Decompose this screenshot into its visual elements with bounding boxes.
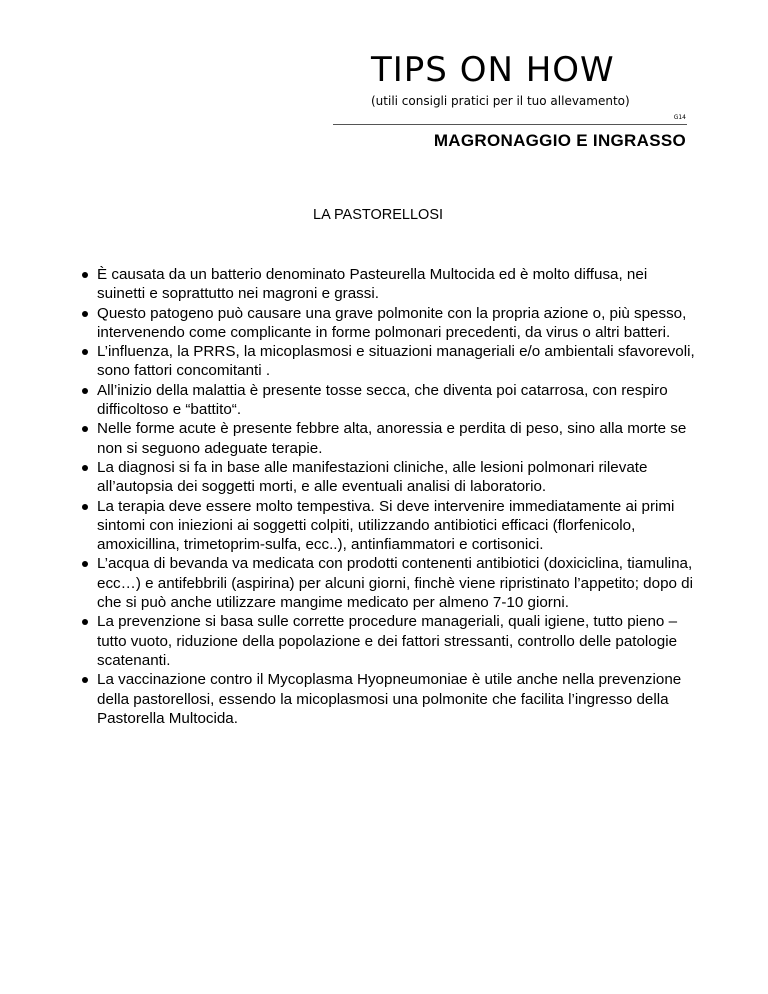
document-heading: LA PASTORELLOSI <box>313 207 444 223</box>
header-divider <box>333 124 687 125</box>
bullet-list <box>97 265 697 728</box>
bullet-item: L’influenza, la PRRS, la micoplasmosi e situazioni manageriali e/o ambientali sfavorevoli, sono fattori concomitanti . <box>97 342 697 381</box>
bullet-item: La vaccinazione contro il Mycoplasma Hyopneumoniae è utile anche nella prevenzione della pastorellosi, essendo la micoplasmosi una polmonite che facilita l’ingresso della Pastorella Multocida. <box>97 670 697 728</box>
bullet-item: Questo patogeno può causare una grave polmonite con la propria azione o, più spesso, intervenendo come complicante in forme polmonari precedenti, da virus o altri batteri. <box>97 304 697 343</box>
bullet-item: Nelle forme acute è presente febbre alta, anoressia e perdita di peso, sino alla morte se non si seguono adeguate terapie. <box>97 419 697 458</box>
document-code: G14 <box>673 114 686 121</box>
section-title: MAGRONAGGIO E INGRASSO <box>433 131 686 150</box>
bullet-item: È causata da un batterio denominato Pasteurella Multocida ed è molto diffusa, nei suinetti e soprattutto nei magroni e grassi. <box>97 265 697 304</box>
bullet-item: La terapia deve essere molto tempestiva. Si deve intervenire immediatamente ai primi sintomi con iniezioni ai soggetti colpiti, utilizzando antibiotici efficaci (florfenicolo, amoxicillina, trimetoprim-sulfa, ecc..), antinfiammatori e cortisonici. <box>97 497 697 555</box>
bullet-item: La prevenzione si basa sulle corrette procedure manageriali, quali igiene, tutto pieno – tutto vuoto, riduzione della popolazione e dei fattori stressanti, controllo delle patologie scatenanti. <box>97 612 697 670</box>
header-title: TIPS ON HOW <box>371 50 615 90</box>
header-subtitle: (utili consigli pratici per il tuo allevamento) <box>371 94 630 108</box>
bullet-item: All’inizio della malattia è presente tosse secca, che diventa poi catarrosa, con respiro difficoltoso e “battito“. <box>97 381 697 420</box>
bullet-item: La diagnosi si fa in base alle manifestazioni cliniche, alle lesioni polmonari rilevate all’autopsia dei soggetti morti, e alle eventuali analisi di laboratorio. <box>97 458 697 497</box>
bullet-item: L’acqua di bevanda va medicata con prodotti contenenti antibiotici (doxiciclina, tiamulina, ecc…) e antifebbrili (aspirina) per alcuni giorni, finchè viene ripristinato l’appetito; dopo di che si può anche utilizzare mangime medicato per almeno 7-10 giorni. <box>97 554 697 612</box>
